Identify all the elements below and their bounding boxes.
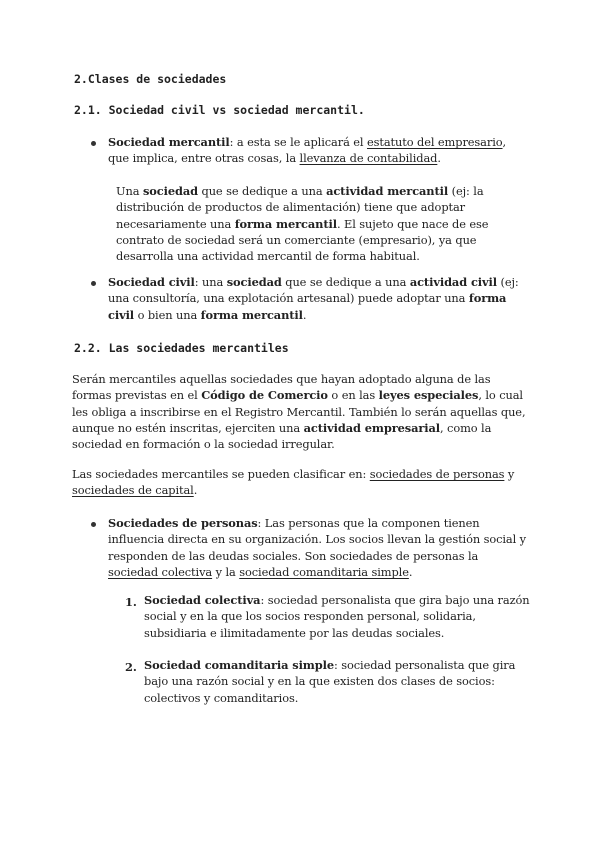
list-item-sociedad-mercantil: Sociedad mercantil: a esta se le aplicará el estatuto del empresario, que implica, entre otras cosas, la llevanza de contabilidad.	[108, 135, 507, 166]
bullet-icon	[91, 281, 96, 286]
link-sociedad-colectiva[interactable]: sociedad colectiva	[108, 564, 213, 579]
bullet-icon	[91, 141, 96, 146]
link-estatuto-del-empresario[interactable]: estatuto del empresario	[366, 135, 503, 149]
numbered-item-sociedad-comanditaria-simple: Sociedad comanditaria simple: sociedad personalista que gira bajo una razón social y en la que existen dos clases de socios: colectivos y comanditarios.	[144, 658, 516, 705]
term-sociedad-mercantil: Sociedad mercantil	[108, 135, 230, 149]
heading-clases-de-sociedades: 2.Clases de sociedades	[74, 72, 227, 86]
heading-sociedad-civil-vs-mercantil: 2.1. Sociedad civil vs sociedad mercantil.	[74, 103, 365, 117]
bullet-icon	[91, 522, 96, 527]
paragraph-sociedades-mercantiles: Serán mercantiles aquellas sociedades que hayan adoptado alguna de las formas previstas en el Código de Comercio o en las leyes especiales, lo cual les obliga a inscribirse en el Registro Mercantil. También lo serán aquellas que, aunque no estén inscritas, ejerciten una actividad empresarial, como la sociedad en formación o la sociedad irregular.	[72, 372, 526, 452]
link-llevanza-de-contabilidad[interactable]: llevanza de contabilidad	[299, 151, 438, 166]
term-sociedades-de-personas: Sociedades de personas	[108, 516, 258, 530]
list-item-sociedad-civil: Sociedad civil: una sociedad que se dedique a una actividad civil (ej: una consultoría, una explotación artesanal) puede adoptar una forma civil o bien una forma mercantil.	[108, 275, 519, 322]
paragraph-clasificacion: Las sociedades mercantiles se pueden clasificar en: sociedades de personas y sociedades de capital.	[72, 467, 515, 498]
list-number: 1.	[125, 595, 137, 609]
link-sociedades-de-personas[interactable]: sociedades de personas	[369, 467, 505, 481]
link-sociedades-de-capital[interactable]: sociedades de capital	[72, 483, 194, 498]
heading-las-sociedades-mercantiles: 2.2. Las sociedades mercantiles	[74, 341, 289, 355]
list-number: 2.	[125, 660, 137, 674]
list-item-sociedades-de-personas: Sociedades de personas: Las personas que la componen tienen influencia directa en su organización. Los socios llevan la gestión social y responden de las deudas sociales. Son sociedades de personas la sociedad colectiva y la sociedad comanditaria simple.	[108, 516, 527, 579]
term-sociedad-civil: Sociedad civil	[108, 275, 195, 289]
numbered-item-sociedad-colectiva: Sociedad colectiva: sociedad personalista que gira bajo una razón social y en la que los socios responden personal, solidaria, subsidiaria e ilimitadamente por las deudas sociales.	[144, 593, 530, 640]
link-sociedad-comanditaria-simple[interactable]: sociedad comanditaria simple	[239, 564, 409, 579]
paragraph-sociedad-mercantil-desc: Una sociedad que se dedique a una actividad mercantil (ej: la distribución de productos de alimentación) tiene que adoptar necesariamente una forma mercantil. El sujeto que nace de ese contrato de sociedad será un comerciante (empresario), ya que desarrolla una actividad mercantil de forma habitual.	[116, 184, 489, 264]
